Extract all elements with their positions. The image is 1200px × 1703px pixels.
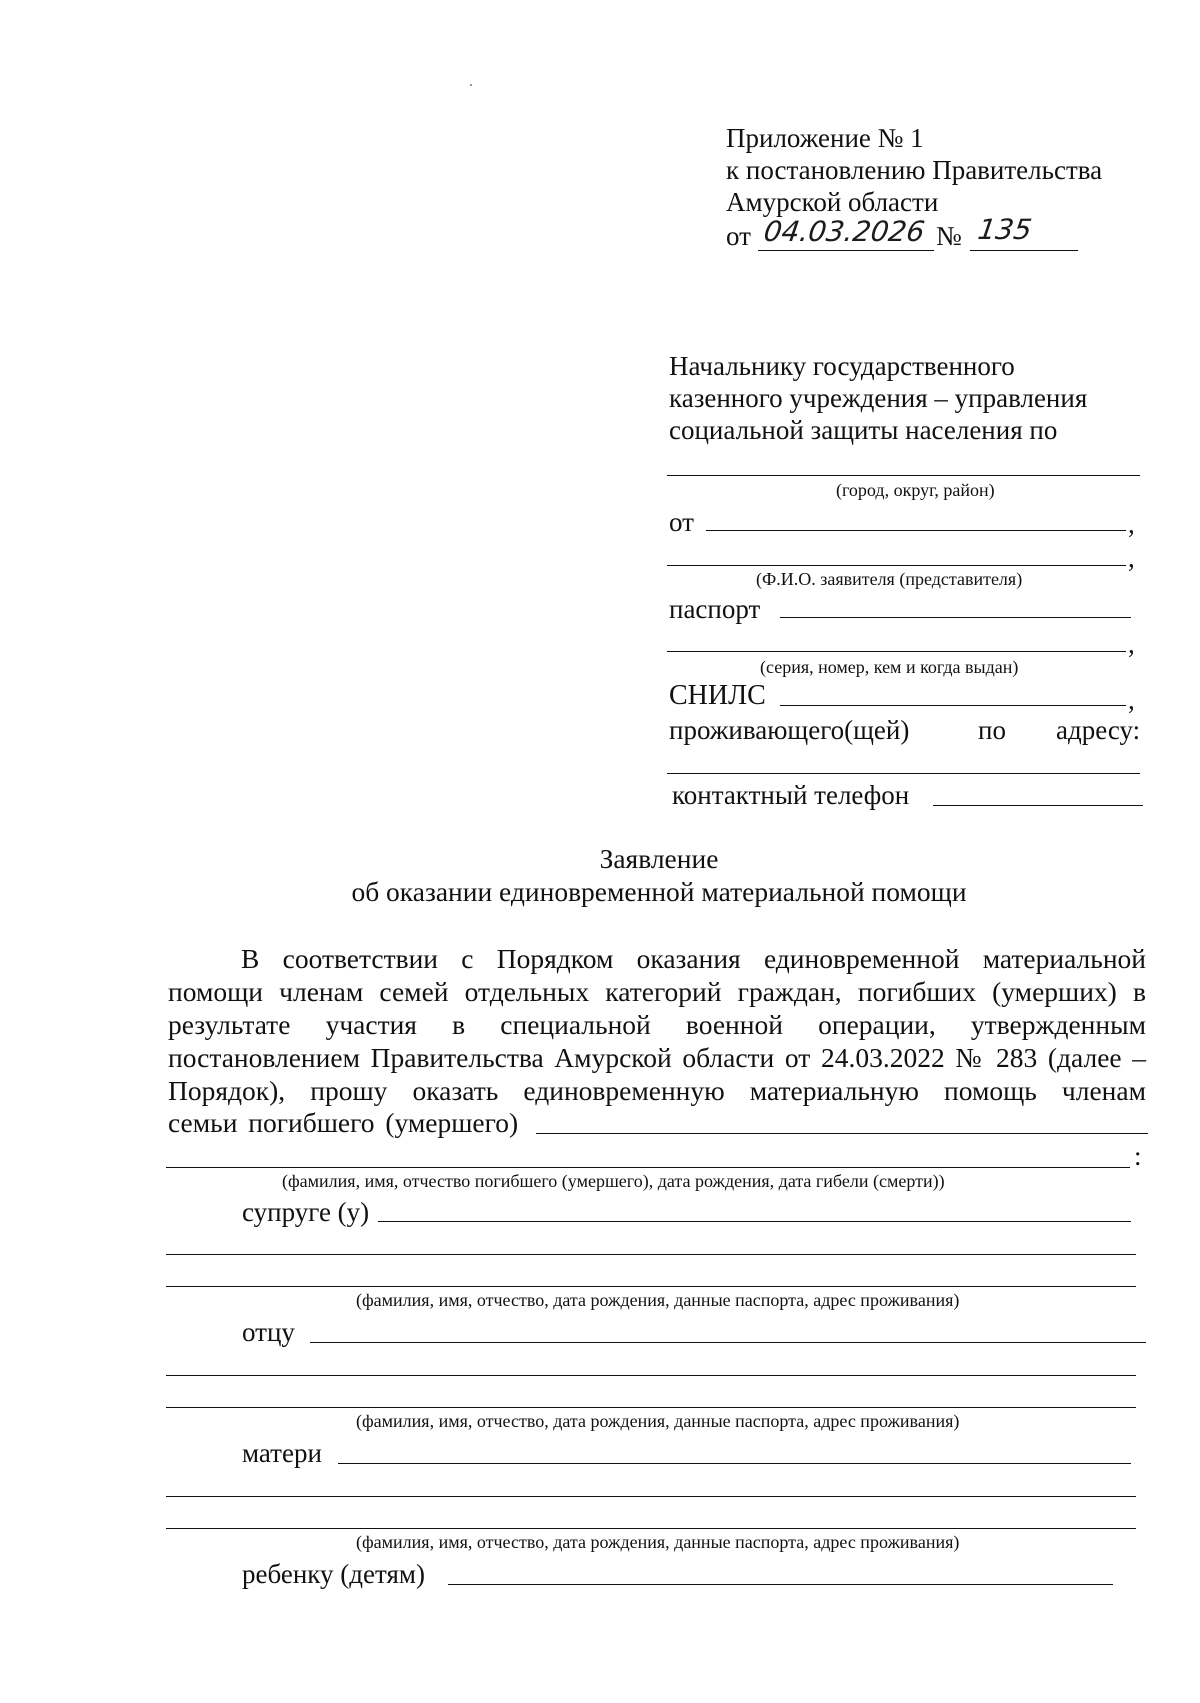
handwritten-number: 135: [975, 213, 1034, 246]
handwritten-date: 04.03.2026: [761, 215, 927, 248]
deceased-line-2[interactable]: [166, 1167, 1130, 1168]
father-caption: (фамилия, имя, отчество, дата рождения, данные паспорта, адрес проживания): [356, 1411, 960, 1431]
mother-caption: (фамилия, имя, отчество, дата рождения, данные паспорта, адрес проживания): [356, 1532, 960, 1552]
applicant-name-line-2[interactable]: [667, 565, 1126, 566]
comma-1: ,: [1128, 509, 1135, 539]
date-prefix: от: [726, 221, 751, 251]
body-line-5: Порядок), прошу оказать единовременную материальную помощь членам: [168, 1075, 1146, 1106]
child-line-1[interactable]: [448, 1584, 1113, 1585]
spouse-label: супруге (у): [242, 1197, 370, 1227]
residing-word-3: адресу:: [1056, 715, 1141, 745]
father-line-3[interactable]: [166, 1407, 1136, 1408]
comma-3: ,: [1128, 629, 1135, 659]
snils-label: СНИЛС: [669, 680, 766, 711]
mother-line-3[interactable]: [166, 1528, 1136, 1529]
mother-line-2[interactable]: [166, 1496, 1136, 1497]
addressee-line-1: Начальнику государственного: [669, 351, 1015, 381]
passport-caption: (серия, номер, кем и когда выдан): [760, 657, 1019, 677]
father-line-1[interactable]: [310, 1342, 1146, 1343]
title-statement: Заявление: [599, 843, 719, 874]
comma-2: ,: [1128, 543, 1135, 573]
passport-label: паспорт: [669, 594, 761, 624]
snils-line[interactable]: [780, 705, 1126, 706]
body-line-3: результате участия в специальной военной операции, утвержденным: [168, 1009, 1146, 1040]
appendix-resolution: к постановлению Правительства: [726, 155, 1103, 185]
comma-4: ,: [1128, 685, 1135, 715]
city-field-line[interactable]: [667, 475, 1140, 476]
deceased-caption: (фамилия, имя, отчество погибшего (умершего), дата рождения, дата гибели (смерти)): [282, 1171, 945, 1191]
body-line-6: семьи погибшего (умершего): [168, 1107, 519, 1138]
number-prefix: №: [936, 221, 962, 251]
city-caption: (город, округ, район): [836, 480, 995, 500]
passport-line-2[interactable]: [667, 651, 1126, 652]
spouse-line-3[interactable]: [166, 1286, 1136, 1287]
spouse-line-2[interactable]: [166, 1254, 1136, 1255]
body-line-4: постановлением Правительства Амурской области от 24.03.2022 № 283 (далее –: [168, 1042, 1146, 1073]
father-label: отцу: [242, 1317, 295, 1347]
appendix-region: Амурской области: [726, 187, 939, 217]
residing-word-2: по: [978, 715, 1006, 745]
body-line-2: помощи членам семей отдельных категорий граждан, погибших (умерших) в: [168, 976, 1146, 1007]
phone-line[interactable]: [933, 805, 1143, 806]
deceased-line-1[interactable]: [536, 1133, 1148, 1134]
number-underline: [970, 250, 1078, 251]
scan-speck: [470, 84, 472, 86]
address-line[interactable]: [667, 773, 1140, 774]
mother-label: матери: [242, 1438, 322, 1468]
body-line-1: В соответствии с Порядком оказания единовременной материальной: [241, 943, 1146, 974]
spouse-line-1[interactable]: [378, 1221, 1131, 1222]
passport-line-1[interactable]: [780, 617, 1131, 618]
from-label: от: [669, 507, 694, 537]
father-line-2[interactable]: [166, 1375, 1136, 1376]
appendix-number: Приложение № 1: [726, 123, 924, 153]
mother-line-1[interactable]: [338, 1463, 1131, 1464]
phone-label: контактный телефон: [672, 780, 910, 810]
applicant-name-line-1[interactable]: [706, 530, 1126, 531]
date-underline: [758, 250, 934, 251]
child-label: ребенку (детям): [242, 1559, 425, 1589]
body-colon: :: [1134, 1141, 1142, 1171]
addressee-line-3: социальной защиты населения по: [669, 415, 1058, 445]
addressee-line-2: казенного учреждения – управления: [669, 383, 1088, 413]
title-subject: об оказании единовременной материальной помощи: [351, 876, 967, 907]
spouse-caption: (фамилия, имя, отчество, дата рождения, данные паспорта, адрес проживания): [356, 1290, 960, 1310]
applicant-caption: (Ф.И.О. заявителя (представителя): [756, 569, 1023, 589]
residing-word-1: проживающего(щей): [669, 715, 910, 745]
